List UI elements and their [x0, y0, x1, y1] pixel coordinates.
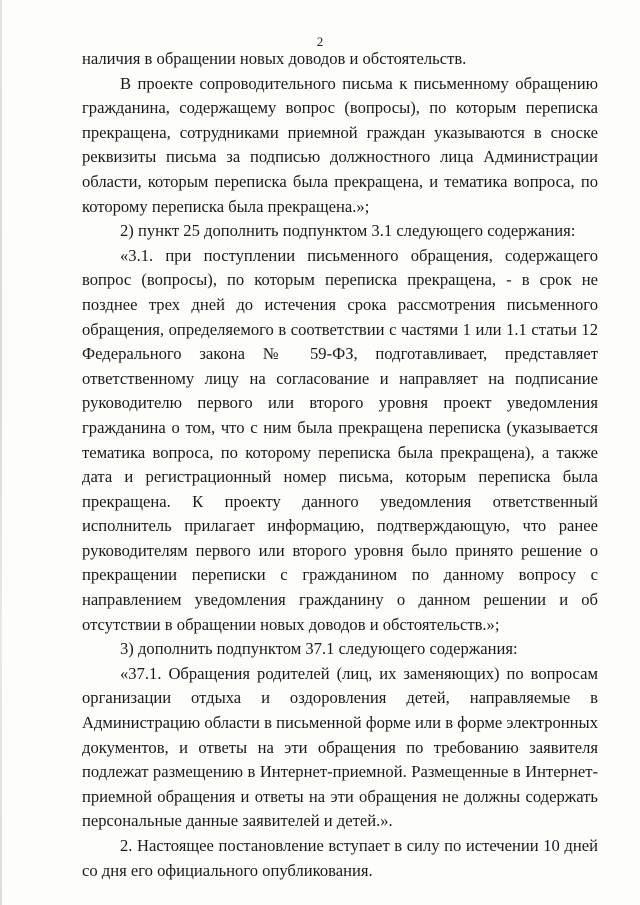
document-body	[82, 47, 598, 883]
paragraph-subitem-3-1: «3.1. при поступлении письменного обращения, содержащего вопрос (вопросы), по которым переписка прекращена, - в срок не позднее трех дней до истечения срока рассмотрения письменного обращения, определяемого в соответствии с частями 1 или 1.1 статьи 12 Федерального закона № 59-ФЗ, подготавливает, представляет ответственному лицу на согласование и направляет на подписание руководителю первого или второго уровня проект уведомления гражданина о том, что с ним была прекращена переписка (указывается тематика вопроса, по которому переписка была прекращена), а также дата и регистрационный номер письма, которым переписка была прекращена. К проекту данного уведомления ответственный исполнитель прилагает информацию, подтверждающую, что ранее руководителям первого или второго уровня было принято решение о прекращении переписки с гражданином по данному вопросу с направлением уведомления гражданину о данном решении и об отсутствии в обращении новых доводов и обстоятельств.»;	[82, 245, 598, 634]
paragraph-subitem-37-1: «37.1. Обращения родителей (лиц, их заменяющих) по вопросам организации отдыха и оздоровления детей, направляемые в Администрацию области в письменной форме или в форме электронных документов, и ответы на эти обращения по требованию заявителя подлежат размещению в Интернет-приемной. Размещенные в Интернет-приемной обращения и ответы на эти обращения не должны содержать персональные данные заявителей и детей.».	[82, 663, 598, 831]
paragraph-cover-letter-footnote: В проекте сопроводительного письма к письменному обращению гражданина, содержащему вопрос (вопросы), по которым переписка прекращена, сотрудниками приемной граждан указываются в сноске реквизиты письма за подписью должностного лица Администрации области, которым переписка была прекращена, и тематика вопроса, по которому переписка была прекращена.»;	[82, 73, 598, 216]
paragraph-item-3-heading: 3) дополнить подпунктом 37.1 следующего содержания:	[120, 639, 518, 659]
paragraph-item-2-heading: 2) пункт 25 дополнить подпунктом 3.1 следующего содержания:	[120, 221, 576, 241]
scan-edge-shadow	[0, 0, 2, 905]
paragraph-continuation: наличия в обращении новых доводов и обстоятельств.	[82, 49, 467, 68]
paragraph-effective-date: 2. Настоящее постановление вступает в силу по истечении 10 дней со дня его официального опубликования.	[82, 836, 598, 880]
page-number: 2	[316, 34, 324, 49]
